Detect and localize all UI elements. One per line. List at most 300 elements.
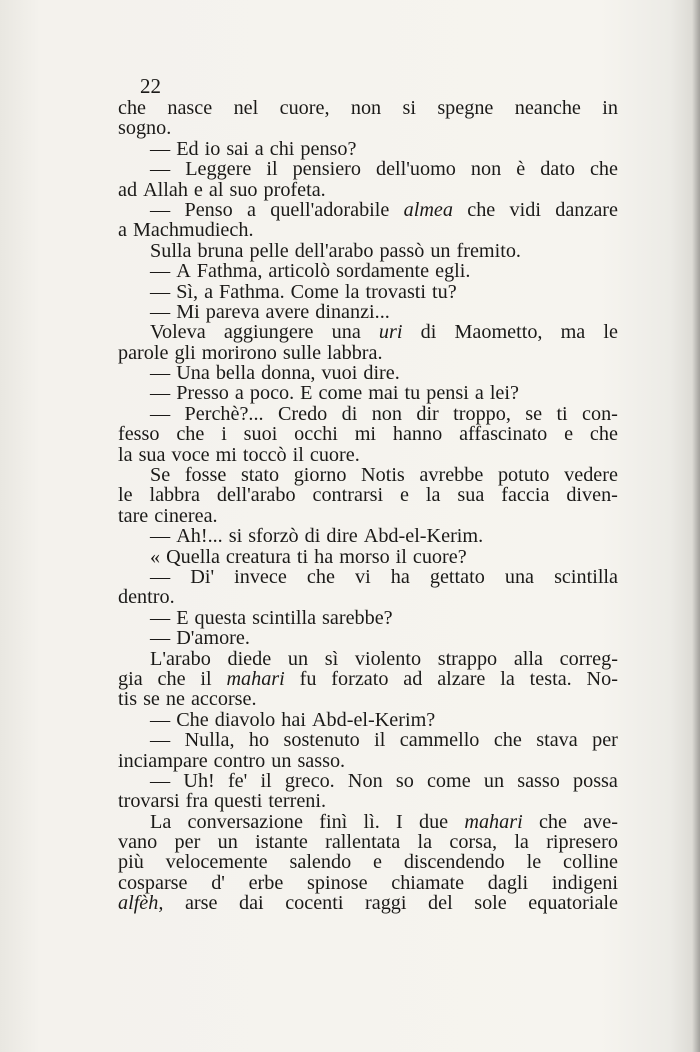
word: cuore? xyxy=(412,545,467,568)
word: greco. xyxy=(284,769,335,792)
text-line xyxy=(118,404,618,424)
word: troppo, xyxy=(453,402,511,425)
word: di xyxy=(341,402,358,425)
word: fra xyxy=(185,790,209,813)
word: se xyxy=(525,402,543,425)
word: — xyxy=(150,198,171,221)
word: A xyxy=(176,260,191,283)
word: alfèh, xyxy=(118,892,164,915)
word: rallentata xyxy=(325,831,401,854)
word: più xyxy=(118,851,144,874)
text-line xyxy=(118,282,618,302)
word: labbra xyxy=(149,484,200,507)
word: in xyxy=(602,97,618,119)
word: il xyxy=(395,545,407,568)
word: Mi xyxy=(176,300,200,323)
page-edge-shadow xyxy=(692,0,700,1052)
word: ad xyxy=(118,178,138,201)
word: possa xyxy=(573,769,618,792)
text-line xyxy=(118,139,618,159)
word: avrebbe xyxy=(419,464,484,487)
text-line xyxy=(118,689,618,709)
word: dell'arabo xyxy=(294,239,374,262)
word: ripresero xyxy=(546,831,618,854)
word: — xyxy=(150,627,171,650)
word: un xyxy=(287,647,309,670)
word: e xyxy=(400,484,410,507)
word: Fathma. xyxy=(219,280,285,303)
text-line xyxy=(118,628,618,648)
word: dai xyxy=(238,892,264,915)
word: donna, xyxy=(261,362,316,385)
text-line xyxy=(118,98,618,118)
word: — xyxy=(150,402,171,425)
text-line xyxy=(118,200,618,220)
text-line xyxy=(118,383,618,403)
word: si xyxy=(402,97,416,119)
word: la xyxy=(514,831,529,854)
word: sai xyxy=(226,137,249,160)
word: D'amore. xyxy=(176,627,250,650)
word: — xyxy=(150,382,171,405)
word: a xyxy=(246,198,256,221)
word: mahari xyxy=(226,667,285,690)
text-line xyxy=(118,241,618,261)
word: indigeni xyxy=(551,871,618,894)
word: chiamate xyxy=(391,871,465,894)
text-line xyxy=(118,343,618,363)
word: pareva xyxy=(205,300,260,323)
word: la xyxy=(118,443,133,466)
word: Perchè?... xyxy=(184,402,264,425)
word: diavolo xyxy=(214,708,276,731)
word: dato xyxy=(540,158,575,181)
text-line xyxy=(118,506,618,526)
word: fe' xyxy=(227,769,248,792)
word: come xyxy=(426,769,471,792)
word: tu xyxy=(404,382,421,405)
word: due xyxy=(418,810,449,833)
word: un xyxy=(430,239,451,262)
word: raggi xyxy=(365,892,407,915)
word: lei? xyxy=(489,382,519,405)
word: uri xyxy=(378,321,403,344)
word: come xyxy=(318,382,363,405)
word: toccò xyxy=(242,443,287,466)
word: scintilla xyxy=(554,565,618,588)
word: vedere xyxy=(564,464,618,487)
word: i xyxy=(221,423,227,446)
text-line xyxy=(118,424,618,444)
word: lì. xyxy=(363,810,380,833)
word: Penso xyxy=(184,198,233,221)
word: — xyxy=(150,260,171,283)
word: fu xyxy=(299,667,317,690)
word: No- xyxy=(586,667,618,690)
word: giorno xyxy=(293,464,347,487)
word: con- xyxy=(582,402,618,425)
text-line xyxy=(118,751,618,771)
word: che xyxy=(118,97,147,119)
word: La xyxy=(150,810,172,833)
word: suo xyxy=(229,178,258,201)
word: la xyxy=(425,484,441,507)
word: scintilla xyxy=(252,606,317,629)
text-line xyxy=(118,710,618,730)
word: Notis xyxy=(361,464,405,487)
word: — xyxy=(150,362,171,385)
word: mai xyxy=(368,382,399,405)
word: a xyxy=(234,382,244,405)
word: pensi xyxy=(426,382,469,405)
word: cocenti xyxy=(285,892,344,915)
word: E xyxy=(176,606,189,629)
word: un xyxy=(483,769,505,792)
word: violento xyxy=(354,647,422,670)
word: che xyxy=(157,667,186,690)
word: a xyxy=(204,280,214,303)
word: neanche xyxy=(514,97,581,119)
word: quell'adorabile xyxy=(270,198,390,221)
word: — xyxy=(150,280,171,303)
word: creatura xyxy=(225,545,291,568)
word: — xyxy=(150,729,171,752)
word: sarebbe? xyxy=(322,606,393,629)
word: si xyxy=(228,525,243,548)
word: fremito. xyxy=(456,239,521,262)
word: spegne xyxy=(437,97,494,119)
word: Di' xyxy=(190,565,215,588)
word: salendo xyxy=(289,851,352,874)
word: alla xyxy=(513,647,543,670)
word: vuoi xyxy=(321,362,358,385)
word: profeta. xyxy=(263,178,326,201)
word: I xyxy=(396,810,403,833)
word: del xyxy=(428,892,453,915)
word: contro xyxy=(213,749,266,772)
word: — xyxy=(150,565,171,588)
word: Leggere xyxy=(185,158,252,181)
text-line xyxy=(118,608,618,628)
word: la xyxy=(417,831,433,854)
word: la xyxy=(500,667,515,690)
word: erbe xyxy=(248,871,284,894)
word: cammello xyxy=(399,729,480,752)
word: Non xyxy=(347,769,383,792)
word: ave- xyxy=(583,810,618,833)
word: finì xyxy=(319,810,348,833)
word: inciampare xyxy=(118,749,208,772)
word: trovasti xyxy=(365,280,427,303)
word: vi xyxy=(354,565,371,588)
text-line xyxy=(118,261,618,281)
word: danzare xyxy=(555,198,618,221)
word: ha xyxy=(390,565,410,588)
word: ha xyxy=(314,545,334,568)
word: — xyxy=(150,708,171,731)
text-line xyxy=(118,832,618,852)
word: le xyxy=(526,851,542,874)
word: — xyxy=(150,606,171,629)
word: accorse. xyxy=(190,688,257,711)
text-line xyxy=(118,873,618,893)
word: ad xyxy=(403,667,423,690)
word: — xyxy=(150,137,171,160)
word: E xyxy=(300,382,313,405)
word: testa. xyxy=(529,667,572,690)
word: dell'arabo xyxy=(216,484,296,507)
word: almea xyxy=(403,198,453,221)
text-line xyxy=(118,587,618,607)
word: pelle xyxy=(249,239,289,262)
word: sua xyxy=(457,484,485,507)
word: mahari xyxy=(464,810,523,833)
word: morso xyxy=(339,545,390,568)
word: contrarsi xyxy=(312,484,384,507)
word: Ed xyxy=(176,137,199,160)
word: ti xyxy=(296,545,309,568)
word: Sì, xyxy=(176,280,199,303)
word: sostenuto xyxy=(283,729,360,752)
word: questi xyxy=(214,790,263,813)
word: dire. xyxy=(363,362,400,385)
text-line xyxy=(118,526,618,546)
word: sole xyxy=(474,892,507,915)
text-line xyxy=(118,220,618,240)
word: a xyxy=(254,137,264,160)
word: Ah!... xyxy=(176,525,223,548)
word: colline xyxy=(563,851,618,874)
word: non xyxy=(350,97,382,119)
text-line xyxy=(118,363,618,383)
word: equatoriale xyxy=(528,892,618,915)
word: per xyxy=(174,831,201,854)
word: sogno. xyxy=(118,117,172,140)
word: al xyxy=(208,178,224,201)
text-line xyxy=(118,322,618,342)
word: Sulla xyxy=(150,239,192,262)
word: sua xyxy=(138,443,166,466)
word: questa xyxy=(194,606,247,629)
word: ti xyxy=(556,402,568,425)
word: affascinato xyxy=(459,423,548,446)
word: Voleva xyxy=(150,321,206,344)
word: mi xyxy=(354,423,377,446)
word: dell'uomo xyxy=(375,158,456,181)
word: cinerea. xyxy=(154,504,218,527)
word: il xyxy=(374,729,386,752)
word: sasso. xyxy=(297,749,346,772)
word: mi xyxy=(215,443,237,466)
word: hai xyxy=(281,708,306,731)
word: penso? xyxy=(300,137,357,160)
word: invece xyxy=(234,565,287,588)
text-line xyxy=(118,791,618,811)
word: Allah xyxy=(143,178,188,201)
word: « xyxy=(150,545,161,568)
word: Come xyxy=(290,280,339,303)
word: aggiungere xyxy=(223,321,314,344)
word: parole xyxy=(118,341,169,364)
text-line xyxy=(118,485,618,505)
text-line xyxy=(118,669,618,689)
word: sulle xyxy=(282,341,322,364)
word: — xyxy=(150,158,171,181)
word: egli. xyxy=(435,260,471,283)
word: sì xyxy=(324,647,339,670)
word: diede xyxy=(227,647,272,670)
word: pensiero xyxy=(292,158,361,181)
word: voce xyxy=(171,443,210,466)
word: e xyxy=(564,423,574,446)
word: che xyxy=(306,565,335,588)
word: gettato xyxy=(429,565,485,588)
word: le xyxy=(118,484,133,507)
word: passò xyxy=(379,239,425,262)
word: poco. xyxy=(249,382,295,405)
word: Abd-el-Kerim? xyxy=(311,708,436,731)
word: Nulla, xyxy=(184,729,235,752)
word: cuore, xyxy=(279,97,330,119)
word: avere xyxy=(265,300,310,323)
word: ho xyxy=(248,729,270,752)
word: L'arabo xyxy=(150,647,211,670)
word: hanno xyxy=(392,423,443,446)
word: suoi xyxy=(243,423,278,446)
word: a xyxy=(474,382,484,405)
word: sforzò xyxy=(248,525,299,548)
word: conversazione xyxy=(187,810,303,833)
word: non xyxy=(371,402,402,425)
text-line xyxy=(118,445,618,465)
word: sasso xyxy=(517,769,560,792)
word: gia xyxy=(118,667,143,690)
word: che xyxy=(467,198,496,221)
word: ne xyxy=(165,688,185,711)
word: articolò xyxy=(268,260,331,283)
word: Abd-el-Kerim. xyxy=(363,525,484,548)
word: velocemente xyxy=(165,851,268,874)
word: labbra. xyxy=(327,341,383,364)
word: gli xyxy=(174,341,196,364)
word: le xyxy=(603,321,618,344)
word: arse xyxy=(184,892,218,915)
text-line xyxy=(118,465,618,485)
word: alzare xyxy=(437,667,486,690)
word: Che xyxy=(176,708,209,731)
word: sordamente xyxy=(336,260,430,283)
word: il xyxy=(292,443,304,466)
word: — xyxy=(150,769,171,792)
word: una xyxy=(504,565,535,588)
body-text xyxy=(118,98,618,914)
word: Credo xyxy=(277,402,328,425)
text-line xyxy=(118,567,618,587)
word: d' xyxy=(211,871,225,894)
word: nasce xyxy=(167,97,213,119)
word: il xyxy=(260,769,272,792)
word: non xyxy=(470,158,502,181)
word: faccia xyxy=(501,484,550,507)
word: dagli xyxy=(487,871,529,894)
word: potuto xyxy=(497,464,550,487)
word: Machmudiech. xyxy=(132,219,254,242)
word: chi xyxy=(269,137,295,160)
text-line xyxy=(118,893,618,913)
word: il xyxy=(200,667,212,690)
word: che xyxy=(493,729,522,752)
word: di xyxy=(420,321,437,344)
word: che xyxy=(538,810,567,833)
text-line xyxy=(118,547,618,567)
word: Presso xyxy=(176,382,229,405)
text-line xyxy=(118,852,618,872)
word: un xyxy=(271,749,292,772)
word: ma xyxy=(560,321,586,344)
word: — xyxy=(150,525,171,548)
word: nel xyxy=(233,97,259,119)
word: dire xyxy=(326,525,358,548)
word: dir xyxy=(416,402,439,425)
word: Fathma, xyxy=(196,260,263,283)
word: il xyxy=(266,158,278,181)
word: cuore. xyxy=(309,443,360,466)
word: tis xyxy=(118,688,138,711)
word: che xyxy=(589,158,618,181)
page-number: 22 xyxy=(140,74,161,98)
word: tare xyxy=(118,504,149,527)
word: Se xyxy=(150,464,171,487)
word: fosse xyxy=(184,464,227,487)
word: la xyxy=(344,280,360,303)
word: stato xyxy=(240,464,280,487)
text-line xyxy=(118,649,618,669)
word: per xyxy=(592,729,618,752)
word: corsa, xyxy=(449,831,498,854)
word: Quella xyxy=(166,545,220,568)
word: terreni. xyxy=(268,790,327,813)
word: Maometto, xyxy=(454,321,543,344)
word: Uh! xyxy=(183,769,215,792)
word: è xyxy=(516,158,526,181)
word: forzato xyxy=(331,667,389,690)
word: — xyxy=(150,300,171,323)
word: morirono xyxy=(201,341,277,364)
word: di xyxy=(304,525,321,548)
word: che xyxy=(589,423,618,446)
word: bruna xyxy=(197,239,244,262)
word: diven- xyxy=(566,484,618,507)
word: e xyxy=(193,178,203,201)
text-line xyxy=(118,771,618,791)
word: strappo xyxy=(437,647,498,670)
word: tu? xyxy=(432,280,457,303)
word: vano xyxy=(118,831,158,854)
word: spinose xyxy=(307,871,368,894)
word: se xyxy=(143,688,160,711)
word: occhi xyxy=(294,423,338,446)
text-line xyxy=(118,812,618,832)
text-line xyxy=(118,180,618,200)
word: discendendo xyxy=(403,851,505,874)
word: un xyxy=(217,831,238,854)
word: dinanzi... xyxy=(315,300,390,323)
text-line xyxy=(118,118,618,138)
word: fesso xyxy=(118,423,160,446)
word: so xyxy=(395,769,414,792)
text-line xyxy=(118,159,618,179)
word: una xyxy=(331,321,361,344)
